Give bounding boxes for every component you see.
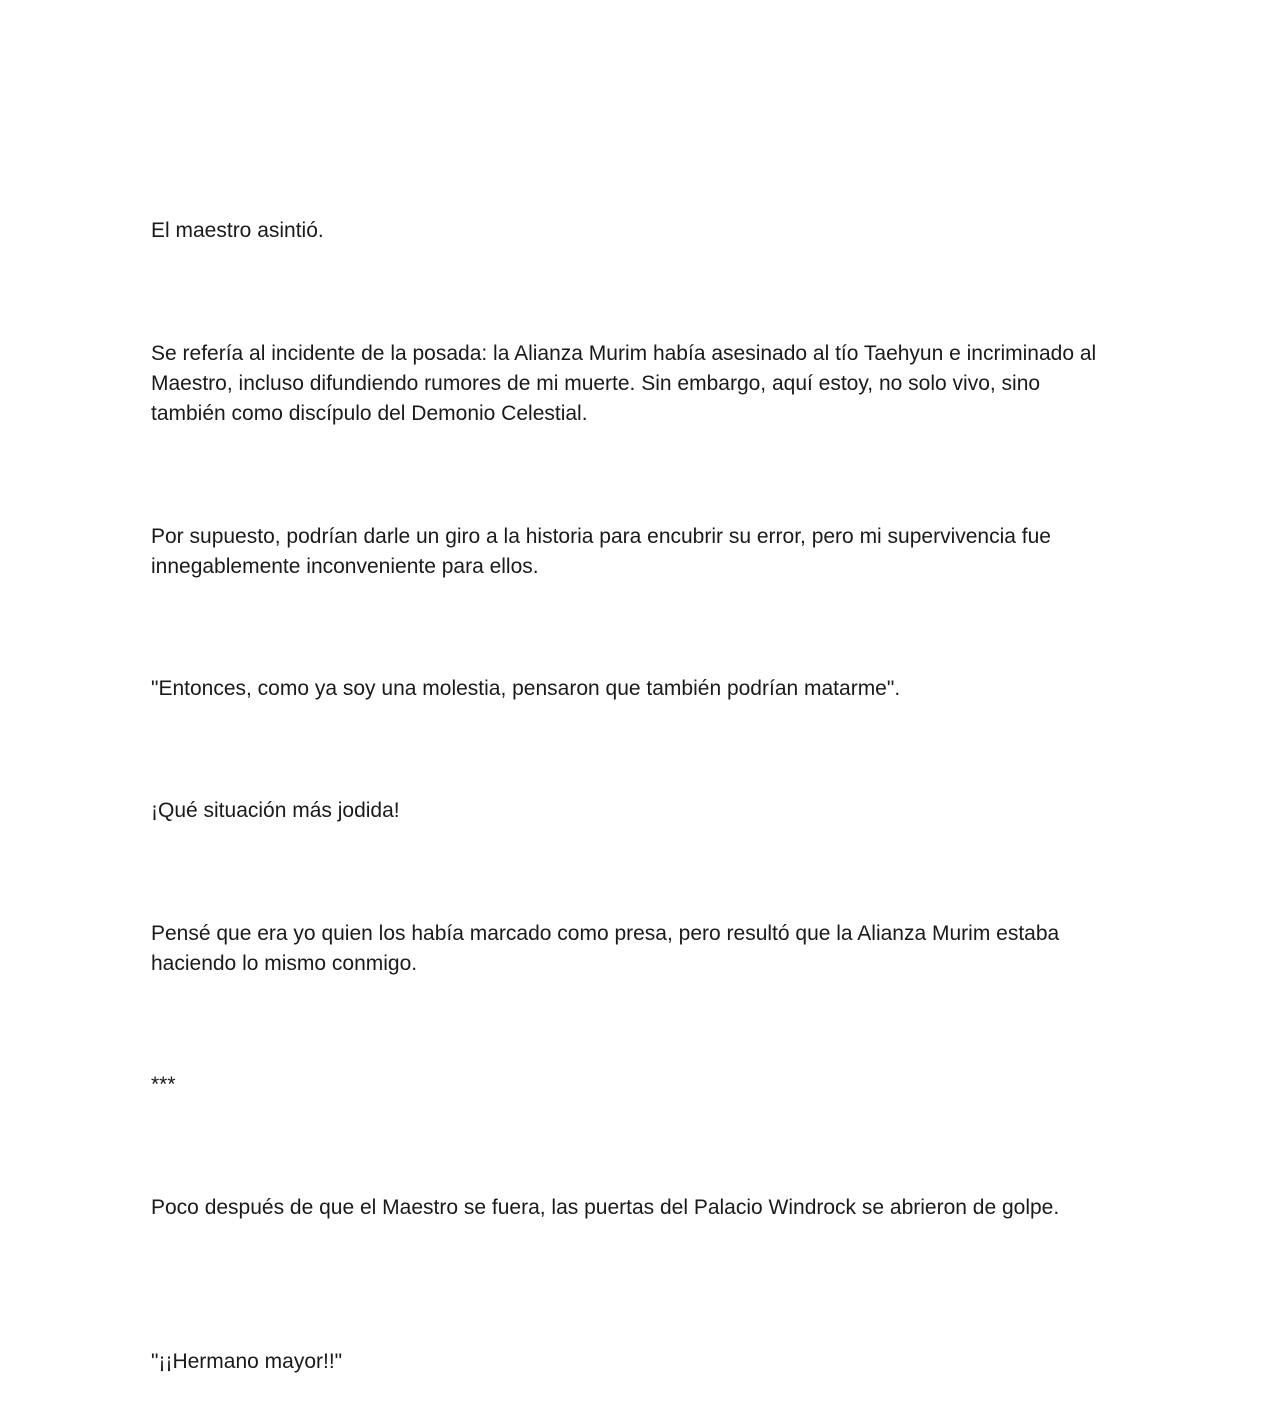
paragraph-5: ¡Qué situación más jodida!	[151, 799, 400, 822]
paragraph-2: Se refería al incidente de la posada: la Alianza Murim había asesinado al tío Taehyun e incriminado al Maestro, incluso difundiendo rumores de mi muerte. Sin embargo, aquí estoy, no solo vivo, sino también como discípulo del Demonio Celestial.	[151, 342, 1097, 425]
paragraph-3: Por supuesto, podrían darle un giro a la historia para encubrir su error, pero mi supervivencia fue innegablemente inconveniente para ellos.	[151, 525, 1051, 578]
paragraph-8: "¡¡Hermano mayor!!"	[151, 1350, 343, 1373]
paragraph-7: Poco después de que el Maestro se fuera, las puertas del Palacio Windrock se abrieron de golpe.	[151, 1196, 1060, 1219]
paragraph-4: "Entonces, como ya soy una molestia, pensaron que también podrían matarme".	[151, 677, 901, 700]
scene-break: ***	[151, 1073, 176, 1096]
paragraph-1: El maestro asintió.	[151, 219, 324, 242]
paragraph-6: Pensé que era yo quien los había marcado como presa, pero resultó que la Alianza Murim estaba haciendo lo mismo conmigo.	[151, 922, 1060, 975]
